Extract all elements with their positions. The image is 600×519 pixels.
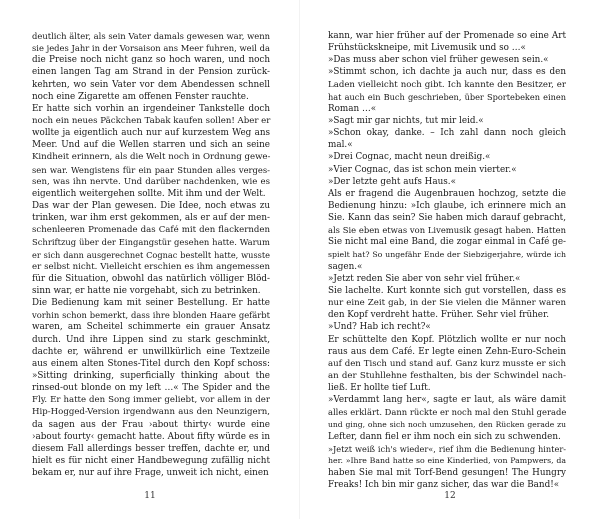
text-line: da sagen aus der Frau ›about thirty‹ wurde eine bbox=[32, 419, 270, 430]
text-line: Bedienung hinzu: »Ich glaube, ich erinnere mich an bbox=[328, 200, 566, 211]
text-line: »Der letzte geht aufs Haus.« bbox=[328, 176, 456, 187]
left-page-number: 11 bbox=[144, 491, 156, 501]
text-line: Frühstückskneipe, mit Livemusik und so …« bbox=[328, 43, 526, 54]
text-line: ›about fourty‹ gemacht hatte. About fifty würde es in bbox=[32, 431, 270, 442]
text-line: sie jedes Jahr in der Vorsaison ans Meer fuhren, weil da bbox=[32, 43, 270, 54]
text-line: und ging, ohne sich noch umzusehen, den Rücken gerade zu bbox=[328, 419, 566, 429]
text-line: haben Sie mal mit Torf-Bend gesungen! The Hungry bbox=[328, 468, 566, 479]
text-line: »Stimmt schon, ich dachte ja auch nur, dass es den bbox=[328, 67, 566, 78]
text-line: diesem Fall allerdings besser treffen, dachte er, und bbox=[32, 443, 270, 454]
text-line: spielt hat? So ungefähr Ende der Siebzigerjahre, würde ich bbox=[328, 249, 566, 259]
text-line: den Kopf verdreht hatte. Früher. Sehr viel früher. bbox=[328, 310, 550, 321]
text-line: alles erklärt. Dann rückte er noch mal den Stuhl gerade bbox=[328, 407, 567, 418]
text-line: Meer. Und auf die Wellen starren und sich an seine bbox=[32, 140, 270, 151]
text-line: hat auch ein Buch geschrieben, über Sportebeken einen bbox=[328, 91, 566, 102]
text-line: Schriftzug über der Eingangstür gesehen hatte. Warum bbox=[32, 237, 270, 248]
text-line: rinsed-out blonde on my left …« The Spider and the bbox=[32, 383, 270, 394]
text-line: mal.« bbox=[328, 140, 353, 151]
text-line: Kindheit erinnern, als die Welt noch in Ordnung gewe- bbox=[32, 152, 271, 163]
text-line: dachte er, während er unwillkürlich eine Textzeile bbox=[32, 346, 270, 357]
text-line: bekam er, nur auf ihre Frage, unweit ich nicht, einen bbox=[32, 468, 269, 479]
text-line: einen langen Tag am Strand in der Pension zurück- bbox=[32, 67, 270, 78]
text-line: Als er fragend die Augenbrauen hochzog, setzte die bbox=[328, 188, 566, 199]
text-line: als Sie eben etwas von Livemusik gesagt haben. Hatten bbox=[328, 225, 566, 236]
text-line: noch ein neues Päckchen Tabak kaufen sollen! Aber er bbox=[32, 115, 271, 126]
text-line: Freaks! Ich bin mir ganz sicher, das war die Band!« bbox=[328, 480, 560, 491]
text-line: sen war. Wengistens für ein paar Stunden alles verges- bbox=[32, 164, 270, 175]
text-line: Das war der Plan gewesen. Die Idee, noch etwas zu bbox=[32, 200, 270, 211]
right-page-text bbox=[328, 30, 566, 491]
text-line: sagen.« bbox=[328, 261, 363, 272]
text-line: für die Situation, obwohl das natürlich völliger Blöd- bbox=[32, 273, 270, 284]
text-line: »Schon okay, danke. – Ich zahl dann noch gleich bbox=[328, 128, 566, 139]
text-line: »Vier Cognac, das ist schon mein vierter.« bbox=[328, 164, 517, 175]
text-line: aus einem alten Stones-Titel durch den Kopf schoss: bbox=[32, 358, 270, 369]
left-page-text bbox=[32, 30, 270, 479]
text-line: Sie lachelte. Kurt konnte sich gut vorstellen, dass es bbox=[328, 285, 566, 296]
text-line: eigentlich weitergehen sollte. Mit ihm und der Welt. bbox=[32, 188, 266, 199]
text-line: »Verdammt lang her«, sagte er laut, als wäre damit bbox=[328, 395, 566, 406]
text-line: Hip-Hogged-Version irgendwann aus den Neunzigern, bbox=[32, 407, 270, 418]
text-line: kann, war hier früher auf der Promenade so eine Art bbox=[328, 31, 566, 41]
text-line: sen, was ihn nervte. Und darüber nachdenken, wie es bbox=[32, 176, 270, 187]
text-line: Er hatte sich vorhin an irgendeiner Tankstelle doch bbox=[32, 103, 270, 114]
text-line: »Sagt mir gar nichts, tut mir leid.« bbox=[328, 115, 484, 126]
text-line: waren, am Scheitel schimmerte ein grauer Ansatz bbox=[32, 322, 270, 333]
text-line: »Sitting drinking, superficially thinking about the bbox=[32, 370, 270, 381]
text-line: wollte ja eigentlich auch nur auf kurzestem Weg ans bbox=[32, 128, 270, 139]
text-line: kehrten, wo sein Vater vor dem Abendessen schnell bbox=[32, 79, 270, 90]
text-line: vorhin schon bemerkt, dass ihre blonden Haare gefärbt bbox=[32, 310, 270, 321]
text-line: Er schüttelte den Kopf. Plötzlich wollte er nur noch bbox=[328, 334, 566, 345]
text-line: noch eine Zigarette am offenen Fenster rauchte. bbox=[32, 91, 249, 102]
text-line: »Jetzt weiß ich's wieder«, rief ihm die Bedienung hinter- bbox=[328, 443, 566, 454]
text-line: Sie. Kann das sein? Sie haben mich darauf gebracht, bbox=[328, 213, 566, 224]
text-line: Roman …« bbox=[328, 103, 377, 114]
text-line: die Preise noch nicht ganz so hoch waren, und noch bbox=[32, 55, 270, 66]
text-line: her. »Ihre Band hatte so eine Kinderlied, von Pampwers, da bbox=[328, 455, 566, 465]
text-line: Lefter, dann fiel er ihm noch ein sich zu schwenden. bbox=[328, 431, 561, 442]
text-line: ließ. Er hollte tief Luft. bbox=[328, 383, 431, 394]
text-line: Sie nicht mal eine Band, die zogar einmal in Café ge- bbox=[328, 237, 566, 248]
text-line: trinken, war ihm erst gekommen, als er auf der men- bbox=[32, 213, 270, 224]
text-line: »Drei Cognac, macht neun dreißig.« bbox=[328, 152, 491, 163]
text-line: »Das muss aber schon viel früher gewesen sein.« bbox=[328, 55, 549, 66]
text-line: auf den Tisch und stand auf. Ganz kurz musste er sich bbox=[328, 358, 566, 369]
text-line: er selbst nicht. Vielleicht erschien es ihm angemessen bbox=[32, 261, 270, 272]
text-line: sinn war, er hatte nie vorgehabt, sich zu betrinken. bbox=[32, 285, 261, 296]
right-page bbox=[300, 0, 600, 519]
text-line: »Und? Hab ich recht?« bbox=[328, 322, 431, 333]
text-line: deutlich älter, als sein Vater damals gewesen war, wenn bbox=[32, 31, 270, 41]
text-line: Fly. Er hatte den Song immer geliebt, vor allem in der bbox=[32, 395, 270, 406]
text-line: hielt es für nicht einer Handbewegung zufällig nicht bbox=[32, 455, 270, 466]
text-line: nur eine Zeit gab, in der Sie vielen die Männer waren bbox=[328, 298, 566, 309]
text-line: schenleeren Promenade das Café mit den flackernden bbox=[32, 225, 270, 236]
text-line: an der Stuhllehne festhalten, bis der Schwindel nach- bbox=[328, 370, 566, 381]
text-line: raus aus dem Café. Er legte einen Zehn-Euro-Schein bbox=[328, 346, 566, 357]
text-line: er sich dann ausgerechnet Cognac bestellt hatte, wusste bbox=[32, 249, 270, 260]
text-line: Laden vielleicht noch gibt. Ich kannte den Besitzer, er bbox=[328, 79, 566, 90]
text-line: »Jetzt reden Sie aber von sehr viel früher.« bbox=[328, 273, 521, 284]
text-line: Die Bedienung kam mit seiner Bestellung. Er hatte bbox=[32, 298, 270, 309]
text-line: durch. Und ihre Lippen sind zu stark geschminkt, bbox=[32, 334, 270, 345]
right-page-number: 12 bbox=[444, 491, 456, 501]
